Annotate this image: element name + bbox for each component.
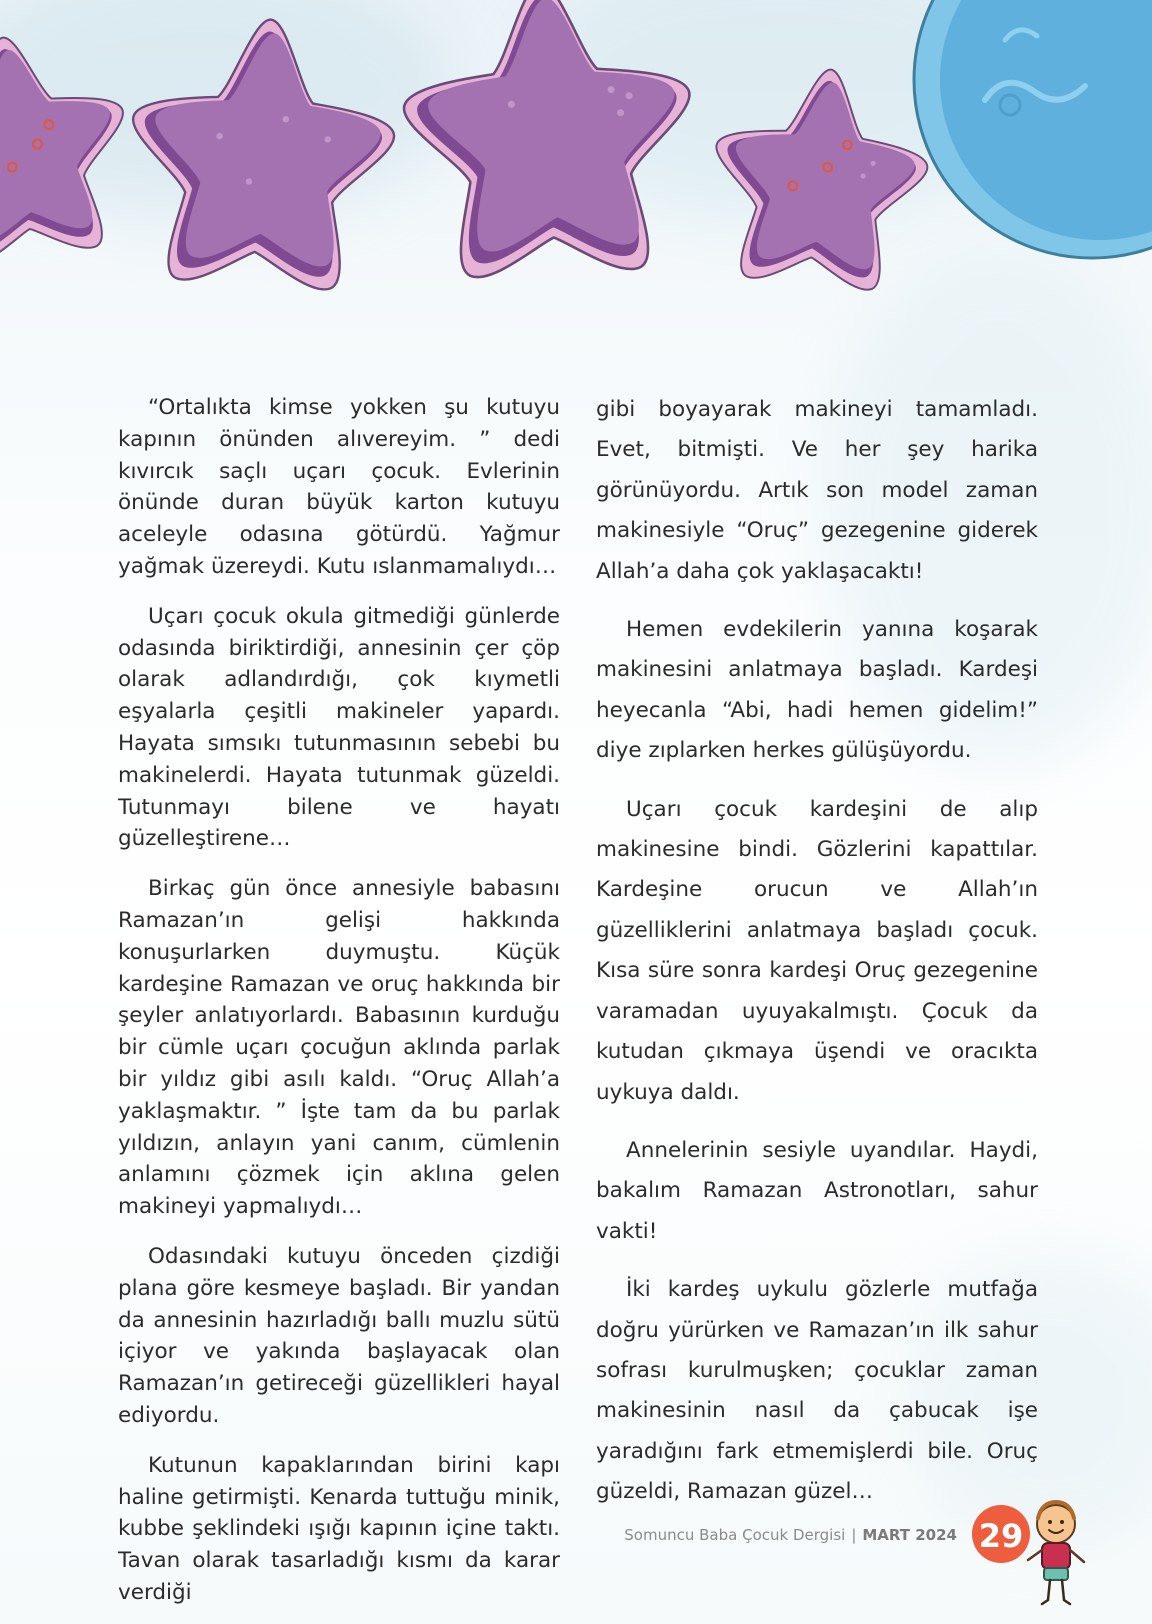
issue-date: MART 2024	[862, 1526, 957, 1544]
page-number-badge	[970, 1494, 1110, 1614]
paragraph: Odasındaki kutuyu önceden çizdiği plana göre kesmeye başladı. Bir yandan da annesinin hazırladığı ballı muzlu sütü içiyor ve yakında başlayacak olan Ramazan’ın getireceği güzellikleri hayal ediyordu.	[118, 1243, 560, 1428]
right-text-column	[596, 390, 1038, 1531]
paragraph: Birkaç gün önce annesiyle babasını Ramazan’ın gelişi hakkında konuşurlarken duymuştu. Küçük kardeşine Ramazan ve oruç hakkında bir şeyler anlatıyorlardı. Babasının kurduğu bir cümle uçarı çocuğun aklında parlak bir yıldız gibi asılı kaldı. “Oruç Allah’a yaklaşmaktır. ” İşte tam da bu parlak yıldızın, anlayın yani canım, cümlenin anlamını çözmek için aklına gelen makineyi yapmalıydı…	[118, 876, 560, 1220]
header-illustration	[0, 0, 1152, 300]
purple-starfish-icon	[0, 23, 141, 271]
page-footer	[624, 1526, 957, 1544]
paragraph: İki kardeş uykulu gözlerle mutfağa doğru yürürken ve Ramazan’ın ilk sahur sofrası kurulmuşken; çocuklar zaman makinesinin nasıl da çabucak işe yaradığını fark etmemişlerdi bile. Oruç güzeldi, Ramazan güzel…	[596, 1277, 1038, 1505]
footer-separator: |	[851, 1526, 857, 1544]
paragraph: “Ortalıkta kimse yokken şu kutuyu kapının önünden alıvereyim. ” dedi kıvırcık saçlı uçarı çocuk. Evlerinin önünde duran büyük karton kutuyu aceleyle odasına götürdü. Yağmur yağmak üzereydi. Kutu ıslanmamalıydı…	[118, 395, 560, 579]
paragraph: Annelerinin sesiyle uyandılar. Haydi, bakalım Ramazan Astronotları, sahur vakti!	[596, 1137, 1038, 1244]
purple-starfish-icon	[703, 59, 936, 295]
paragraph: Hemen evdekilerin yanına koşarak makinesini anlatmaya başladı. Kardeşi heyecanla “Abi, hadi hemen gidelim!” diye zıplarken herkes gülüşüyordu.	[596, 617, 1038, 764]
purple-starfish-icon	[398, 0, 699, 281]
purple-starfish-icon	[122, 11, 401, 294]
page-number: 29	[978, 1517, 1024, 1555]
paragraph: gibi boyayarak makineyi tamamladı. Evet, bitmişti. Ve her şey harika görünüyordu. Artık son model zaman makinesiyle “Oruç” gezegenine giderek Allah’a daha çok yaklaşacaktı!	[596, 397, 1038, 584]
paragraph: Kutunun kapaklarından birini kapı haline getirmişti. Kenarda tuttuğu minik, kubbe şeklindeki ışığı kapının içine taktı. Tavan olarak tasarladığı kısmı da karar verdiği	[118, 1452, 560, 1605]
blue-planet-icon	[914, 0, 1152, 258]
paragraph: Uçarı çocuk kardeşini de alıp makinesine bindi. Gözlerini kapattılar. Kardeşine orucun ve Allah’ın güzelliklerini anlatmaya başladı çocuk. Kısa süre sonra kardeşi Oruç gezegenine varamadan uyuyakalmıştı. Çocuk da kutudan çıkmaya üşendi ve oracıkta uykuya daldı.	[596, 796, 1038, 1105]
paragraph: Uçarı çocuk okula gitmediği günlerde odasında biriktirdiği, annesinin çer çöp olarak adlandırdığı, çok kıymetli eşyalarla çeşitli makineler yapardı. Hayata sımsıkı tutunmasının sebebi bu makinelerdi. Hayata tutunmak güzeldi. Tutunmayı bilene ve hayatı güzelleştirene…	[118, 603, 560, 852]
magazine-name: Somuncu Baba Çocuk Dergisi	[624, 1526, 846, 1544]
left-text-column	[118, 392, 560, 1624]
